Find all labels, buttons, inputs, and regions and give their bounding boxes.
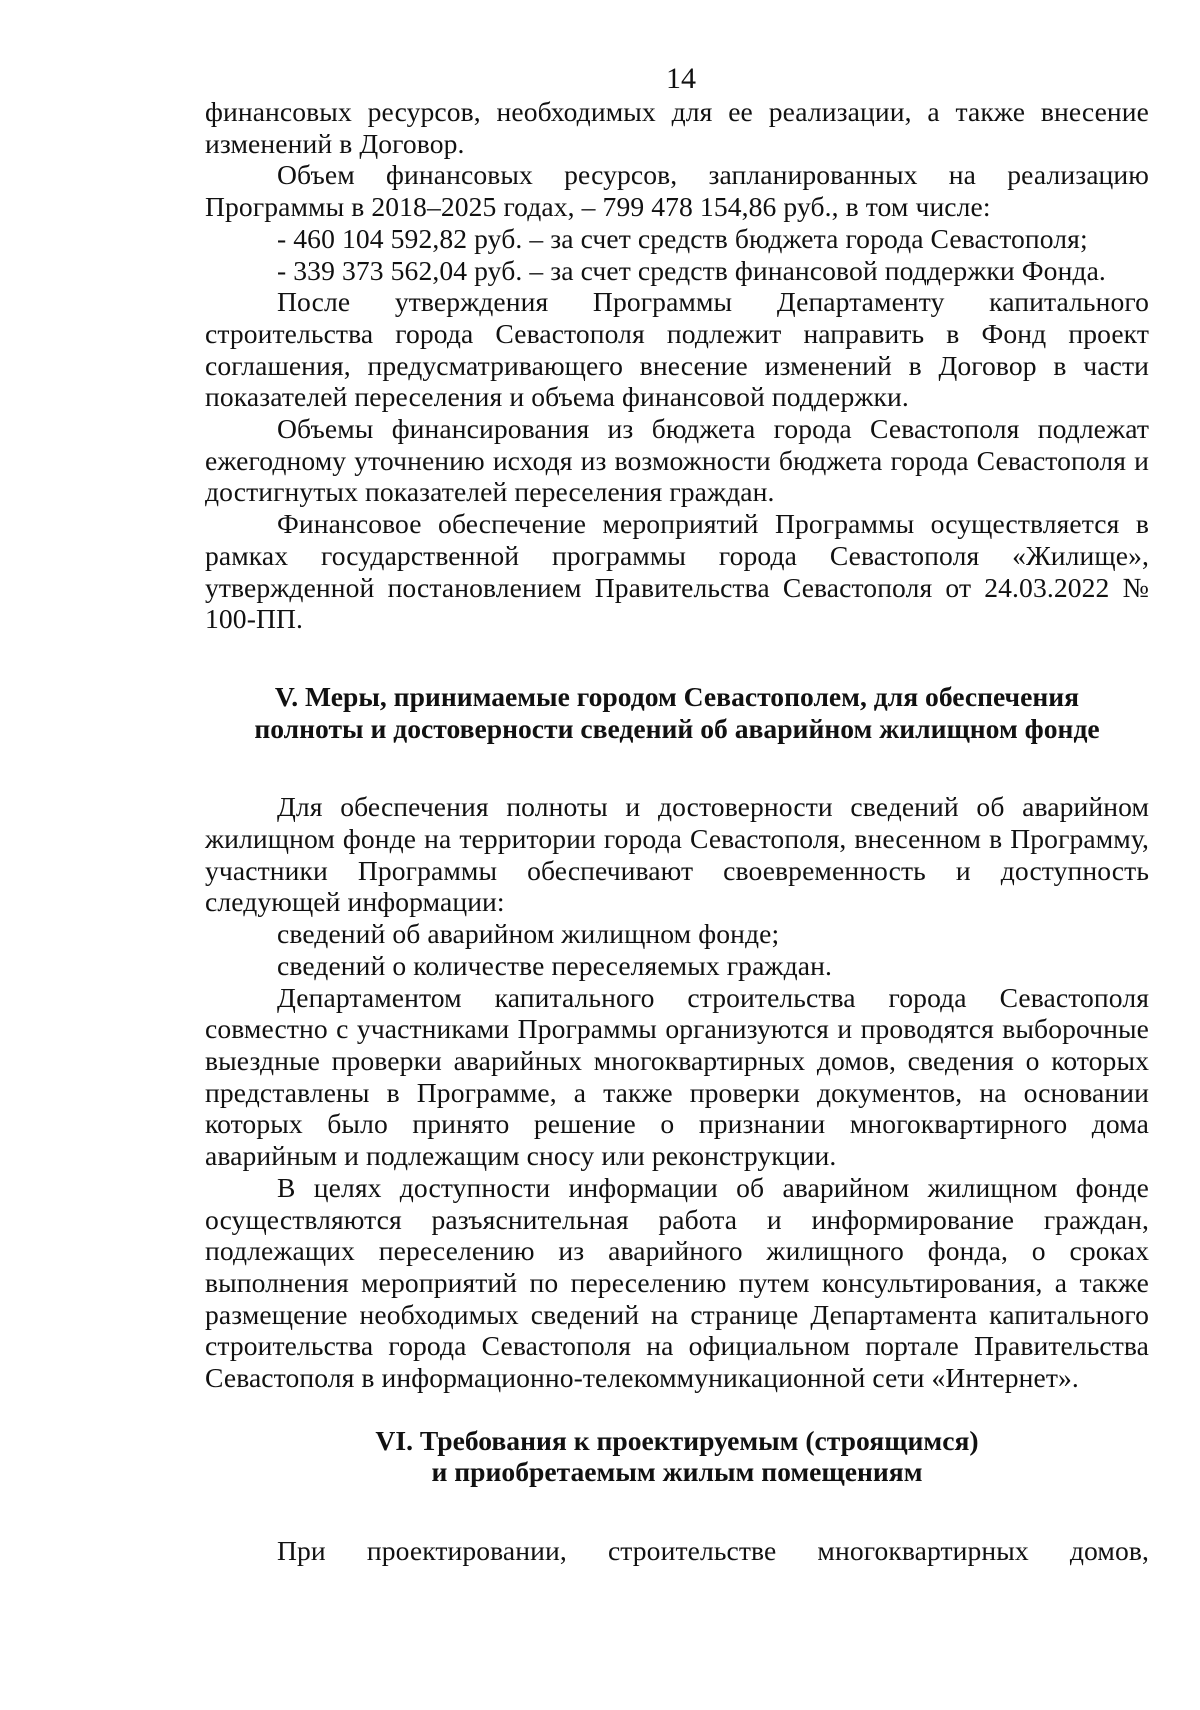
section-5-title-line-2: полноты и достоверности сведений об аварийном жилищном фонде [254,712,1100,744]
paragraph-continuation: финансовых ресурсов, необходимых для ее реализации, а также внесение изменений в Договор. [205,96,1149,159]
paragraph-inspections: Департаментом капитального строительства города Севастополя совместно с участниками Программы организуются и проводятся выборочные выездные проверки аварийных многоквартирных домов, сведения о которых представлены в Программе, а также проверки документов, на основании которых было принято решение о признании многоквартирного дома аварийным и подлежащим сносу или реконструкции. [205,981,1149,1172]
list-item-resettled-citizens: сведений о количестве переселяемых граждан. [277,949,832,981]
paragraph-after-approval: После утверждения Программы Департаменту капитального строительства города Севастополя подлежит направить в Фонд проект соглашения, предусматривающего внесение изменений в Договор в части показателей переселения и объема финансовой поддержки. [205,286,1149,413]
paragraph-design-construction: При проектировании, строительстве многоквартирных домов, [277,1535,1149,1567]
section-6-title-line-2: и приобретаемым жилым помещениям [431,1456,923,1488]
paragraph-completeness: Для обеспечения полноты и достоверности сведений об аварийном жилищном фонде на территории города Севастополя, внесенном в Программу, участники Программы обеспечивают своевременность и доступность следующей информации: [205,791,1149,918]
paragraph-funding-volume: Объем финансовых ресурсов, запланированных на реализацию Программы в 2018–2025 годах, – 799 478 154,86 руб., в том числе: [205,159,1149,223]
page-content [205,62,1149,1567]
paragraph-financial-support: Финансовое обеспечение мероприятий Программы осуществляется в рамках государственной программы города Севастополя «Жилище», утвержденной постановлением Правительства Севастополя от 24.03.2022 № 100-ПП. [205,508,1149,635]
page-number: 14 [666,62,696,95]
section-5-title-line-1: V. Меры, принимаемые городом Севастополем, для обеспечения [274,680,1080,712]
paragraph-city-budget: - 460 104 592,82 руб. – за счет средств бюджета города Севастополя; [277,222,1088,254]
paragraph-information-availability: В целях доступности информации об аварийном жилищном фонде осуществляются разъяснительная работа и информирование граждан, подлежащих переселению из аварийного жилищного фонда, о сроках выполнения мероприятий по переселению путем консультирования, а также размещение необходимых сведений на странице Департамента капитального строительства города Севастополя на официальном портале Правительства Севастополя в информационно-телекоммуникационной сети «Интернет». [205,1171,1149,1394]
list-item-emergency-housing: сведений об аварийном жилищном фонде; [277,918,780,950]
section-5-heading [205,681,1149,744]
paragraph-fund-support: - 339 373 562,04 руб. – за счет средств финансовой поддержки Фонда. [277,254,1106,286]
section-6-title-line-1: VI. Требования к проектируемым (строящимся) [375,1424,979,1456]
section-6-heading [205,1425,1149,1488]
paragraph-financing-volumes: Объемы финансирования из бюджета города Севастополя подлежат ежегодному уточнению исходя из возможности бюджета города Севастополя и достигнутых показателей переселения граждан. [205,413,1149,508]
